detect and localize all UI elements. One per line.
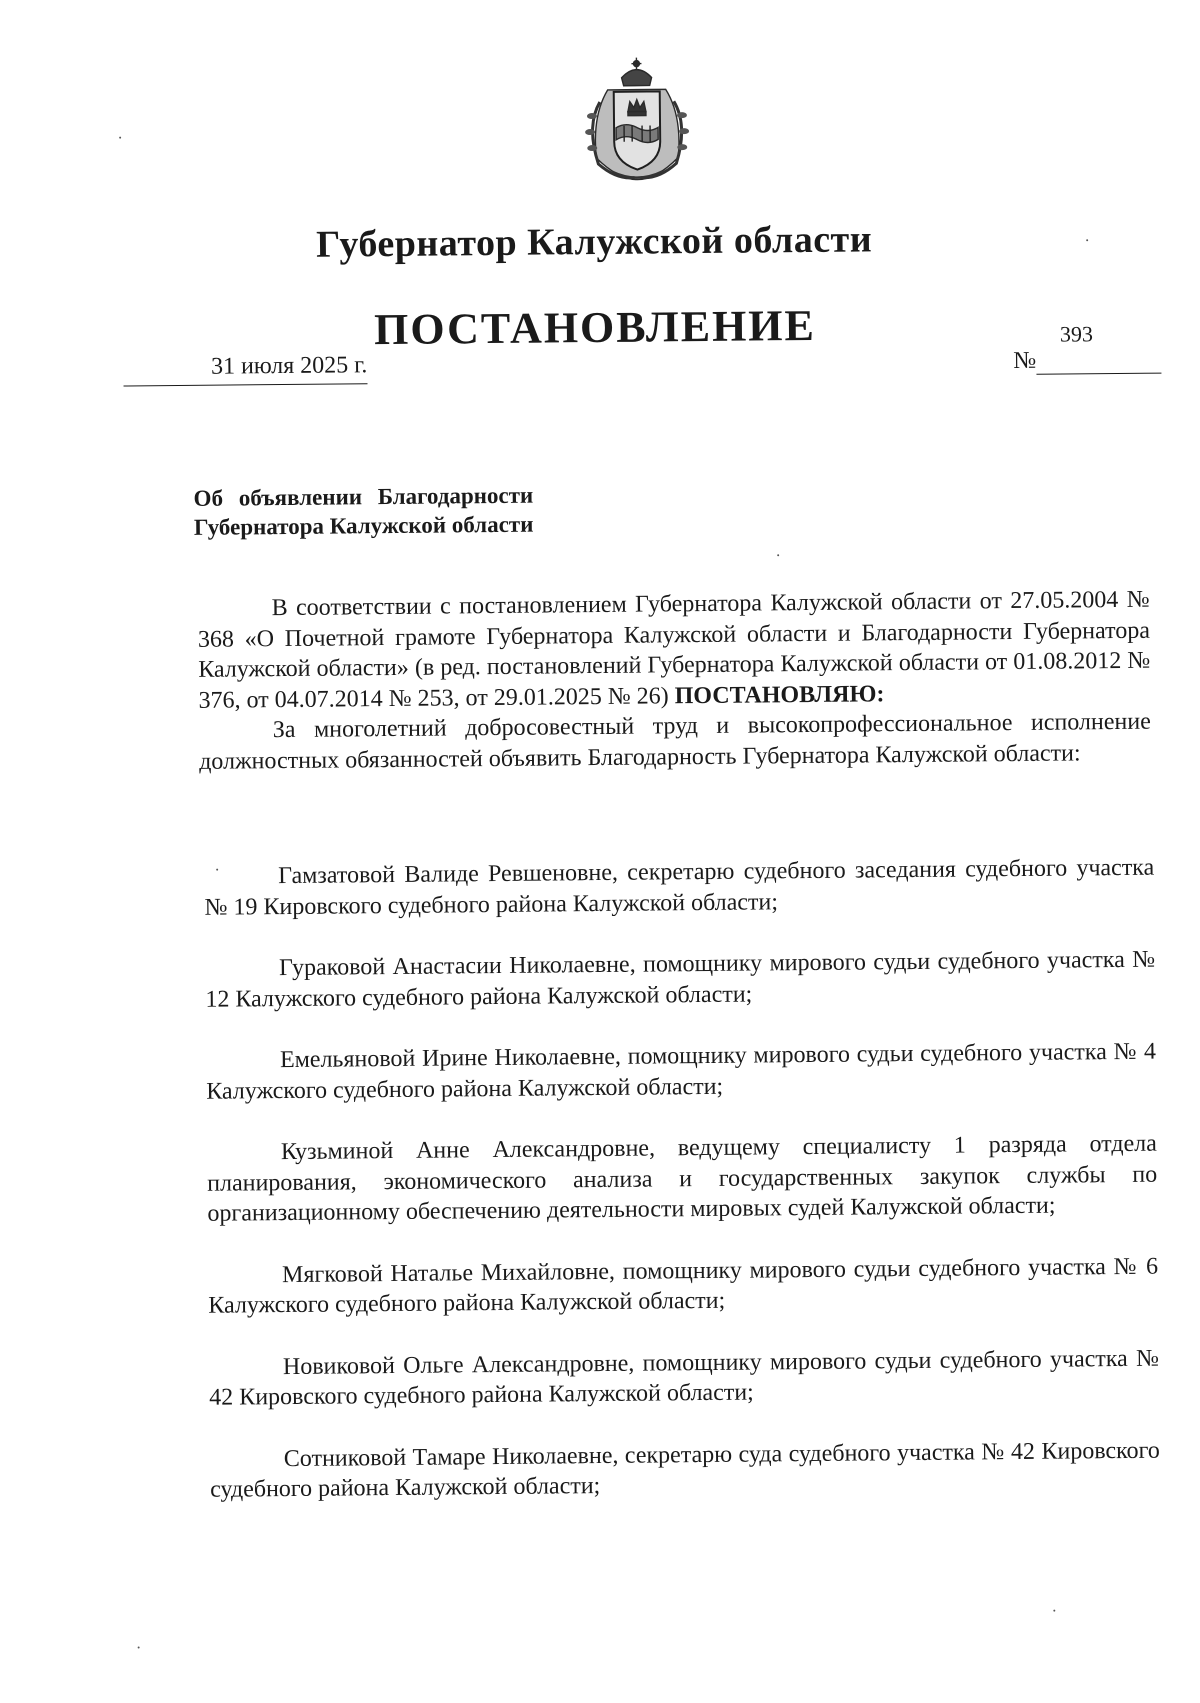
list-item: Новиковой Ольге Александровне, помощнику мирового судьи судебного участка № 42 Кировского судебного района Калужской области; [209, 1343, 1160, 1413]
document-body [198, 585, 1152, 777]
recipients-list [204, 853, 1160, 1537]
document-subject [193, 481, 533, 542]
scan-speck [1086, 239, 1088, 241]
subject-line-1: Об объявлении Благодарности [193, 481, 533, 513]
list-item: Гураковой Анастасии Николаевне, помощнику мирового судьи судебного участка № 12 Калужского судебного района Калужской области; [205, 945, 1156, 1015]
list-item: Гамзатовой Валиде Ревшеновне, секретарю судебного заседания судебного участка № 19 Кировского судебного района Калужской области; [204, 853, 1155, 923]
document-date: 31 июля 2025 г. [123, 352, 367, 386]
list-item: Сотниковой Тамаре Николаевне, секретарю суда судебного участка № 42 Кировского судебного района Калужской области; [210, 1435, 1161, 1505]
list-item: Мягковой Наталье Михайловне, помощнику мирового судьи судебного участка № 6 Калужского судебного района Калужской области; [208, 1251, 1159, 1321]
list-item: Кузьминой Анне Александровне, ведущему специалисту 1 разряда отдела планирования, экономического анализа и государственных закупок службы по организационному обеспечению деятельности мировых судей Калужской области; [207, 1129, 1158, 1230]
list-item: Емельяновой Ирине Николаевне, помощнику мирового судьи судебного участка № 4 Калужского судебного района Калужской области; [206, 1037, 1157, 1107]
organization-title: Губернатор Калужской области [0, 214, 1194, 270]
number-underline [1036, 345, 1161, 375]
scan-speck [1053, 1610, 1055, 1612]
preamble-paragraph [198, 585, 1151, 716]
coat-of-arms-icon [577, 55, 696, 184]
document-type: ПОСТАНОВЛЕНИЕ [0, 296, 1195, 359]
preamble-text: В соответствии с постановлением Губернатора Калужской области от 27.05.2004 № 368 «О Почетной грамоте Губернатора Калужской области и Благодарности Губернатора Калужской области» (в ред. постановлений Губернатора Калужской области от 01.08.2012 № 376, от 04.07.2014 № 253, от 29.01.2025 № 26) [198, 587, 1150, 714]
scan-speck [777, 554, 779, 556]
decree-word: ПОСТАНОВЛЯЮ: [675, 681, 885, 709]
subject-line-2: Губернатора Калужской области [194, 510, 534, 542]
number-sign: № [1013, 348, 1036, 375]
scan-speck [216, 869, 218, 871]
number-value: 393 [1060, 321, 1093, 347]
scan-speck [119, 137, 121, 139]
document-number [1013, 345, 1161, 375]
decision-paragraph: За многолетний добросовестный труд и высокопрофессиональное исполнение должностных обязанностей объявить Благодарность Губернатора Калужской области: [199, 707, 1152, 777]
scan-speck [138, 1646, 140, 1648]
